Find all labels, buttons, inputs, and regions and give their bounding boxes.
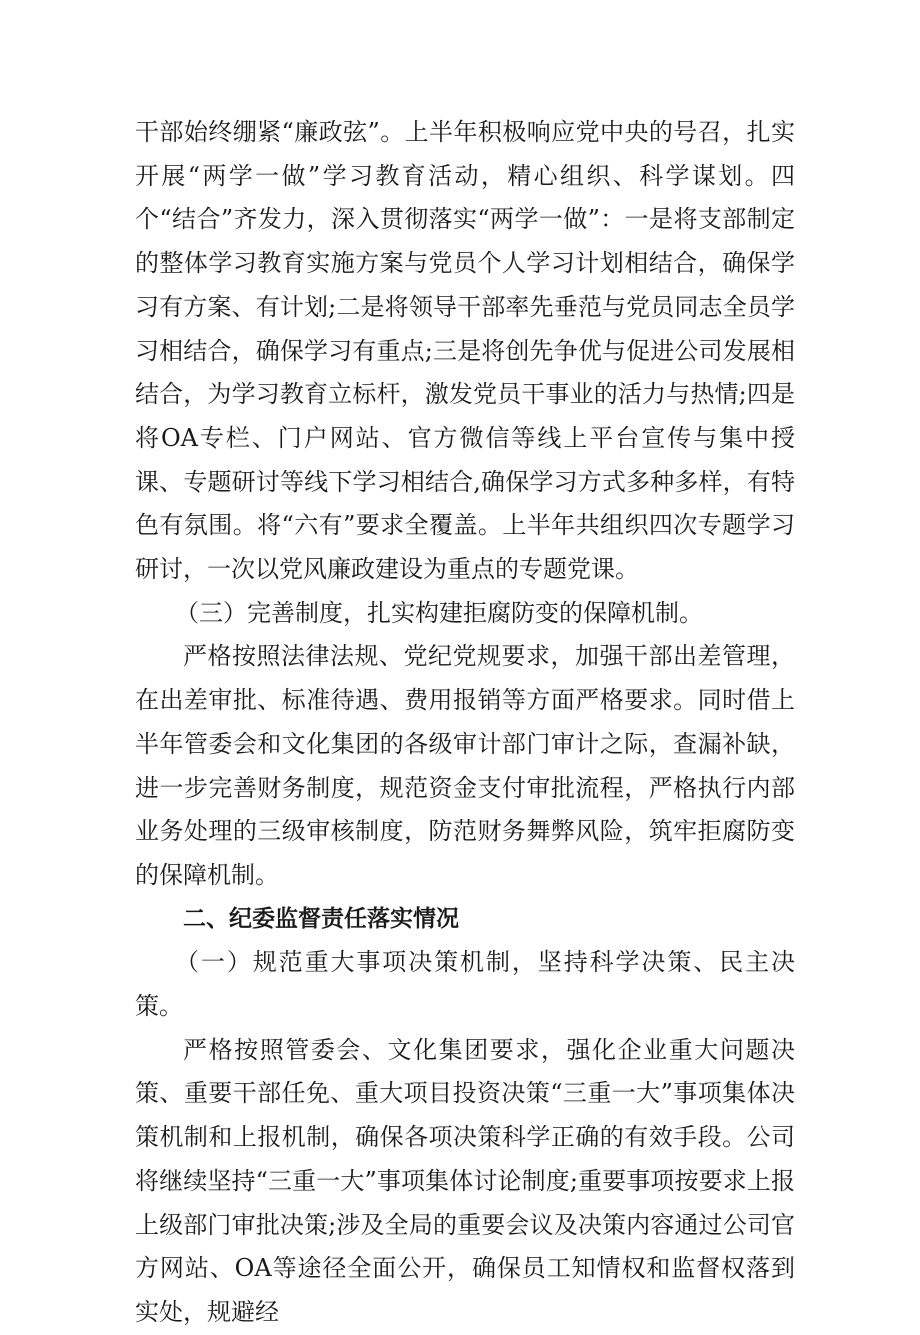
subheading-improve-system: （三）完善制度，扎实构建拒腐防变的保障机制。 (175, 598, 703, 627)
document-body (135, 111, 795, 1335)
paragraph-party-study: 干部始终绷紧“廉政弦”。上半年积极响应党中央的号召，扎实开展“两学一做”学习教育活动，精心组织、科学谋划。四个“结合”齐发力，深入贯彻落实“两学一做”：一是将支部制定的整体学习教育实施方案与党员个人学习计划相结合，确保学习有方案、有计划;二是将领导干部率先垂范与党员同志全员学习相结合，确保学习有重点;三是将创先争优与促进公司发展相结合，为学习教育立标杆，激发党员干事业的活力与热情;四是将OA专栏、门户网站、官方微信等线上平台宣传与集中授课、专题研讨等线下学习相结合,确保学习方式多种多样，有特色有氛围。将“六有”要求全覆盖。上半年共组织四次专题学习研讨，一次以党风廉政建设为重点的专题党课。 (135, 118, 795, 584)
section-heading-discipline-supervision: 二、纪委监督责任落实情况 (183, 905, 459, 932)
paragraph-financial-system: 严格按照法律法规、党纪党规要求，加强干部出差管理，在出差审批、标准待遇、费用报销等方面严格要求。同时借上半年管委会和文化集团的各级审计部门审计之际，查漏补缺，进一步完善财务制度，规范资金支付审批流程，严格执行内部业务处理的三级审核制度，防范财务舞弊风险，筑牢拒腐防变的保障机制。 (135, 642, 795, 889)
subheading-decision-mechanism: （一）规范重大事项决策机制，坚持科学决策、民主决策。 (135, 948, 795, 1021)
paragraph-three-important-one-large: 严格按照管委会、文化集团要求，强化企业重大问题决策、重要干部任免、重大项目投资决策“三重一大”事项集体决策机制和上报机制，确保各项决策科学正确的有效手段。公司将继续坚持“三重一大”事项集体讨论制度;重要事项按要求上报上级部门审批决策;涉及全局的重要会议及决策内容通过公司官方网站、OA等途径全面公开，确保员工知情权和监督权落到实处，规避经 (135, 1035, 795, 1326)
